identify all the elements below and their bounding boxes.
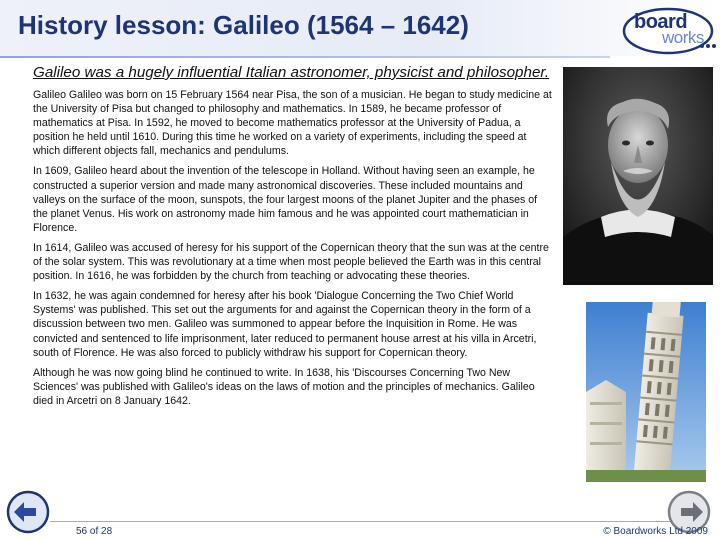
copyright-notice: © Boardworks Ltd 2009 xyxy=(603,526,708,537)
page-title: History lesson: Galileo (1564 – 1642) xyxy=(18,10,469,40)
logo-word-works: works xyxy=(662,28,704,47)
galileo-portrait-image xyxy=(563,67,713,285)
paragraph-later-life: Although he was now going blind he continued to write. In 1638, his 'Discourses Concerning Two New Sciences' was published with Galileo's ideas on the laws of motion and the principles of mechanics. Galileo died in Arcetri on 8 January 1642. xyxy=(33,366,535,407)
title-bar xyxy=(0,0,720,56)
paragraph-telescope: In 1609, Galileo heard about the invention of the telescope in Holland. Without having seen an example, he constructed a superior version and made many astronomical discoveries. These included mountains and valleys on the surface of the moon, sunspots, the four largest moons of the planet Jupiter and the phases of the planet Venus. His work on astronomy made him famous and he was appointed court mathematician in Florence. xyxy=(33,165,538,234)
footer-divider xyxy=(50,521,670,522)
boardworks-logo xyxy=(622,6,716,56)
leaning-tower-image xyxy=(586,302,706,482)
paragraph-early-life: Galileo Galileo was born on 15 February 1564 near Pisa, the son of a musician. He began to study medicine at the University of Pisa but changed to philosophy and mathematics. In 1589, he became professor of mathematics at Pisa. In 1592, he moved to become mathematics professor at the University of Padua, a position he held until 1610. During this time he worked on a variety of experiments, including the speed at which different objects fall, mechanics and pendulums. xyxy=(33,89,552,158)
left-arrow-icon xyxy=(6,490,50,534)
paragraph-heresy-1632: In 1632, he was again condemned for heresy after his book 'Dialogue Concerning the Two Chief World Systems' was published. This set out the arguments for and against the Copernican theory in the form of a discussion between two men. Galileo was summoned to appear before the Inquisition in Rome. He was convicted and sentenced to life imprisonment, later reduced to permanent house arrest at his villa in Arcetri, south of Florence. He was also forced to publicly withdraw his support for Copernican theory. xyxy=(33,290,537,359)
previous-slide-button[interactable] xyxy=(6,490,50,534)
paragraph-heresy-1614: In 1614, Galileo was accused of heresy for his support of the Copernican theory that the sun was at the centre of the solar system. This was revolutionary at a time when most people believed the Earth was in this central position. In 1616, he was forbidden by the church from teaching or advocating these theories. xyxy=(33,241,549,283)
lesson-content xyxy=(33,64,553,414)
title-divider xyxy=(0,56,610,58)
page-number: 56 of 28 xyxy=(76,526,113,537)
lead-statement: Galileo was a hugely influential Italian astronomer, physicist and philosopher. xyxy=(33,64,550,81)
logo-word-board: board xyxy=(634,11,688,33)
